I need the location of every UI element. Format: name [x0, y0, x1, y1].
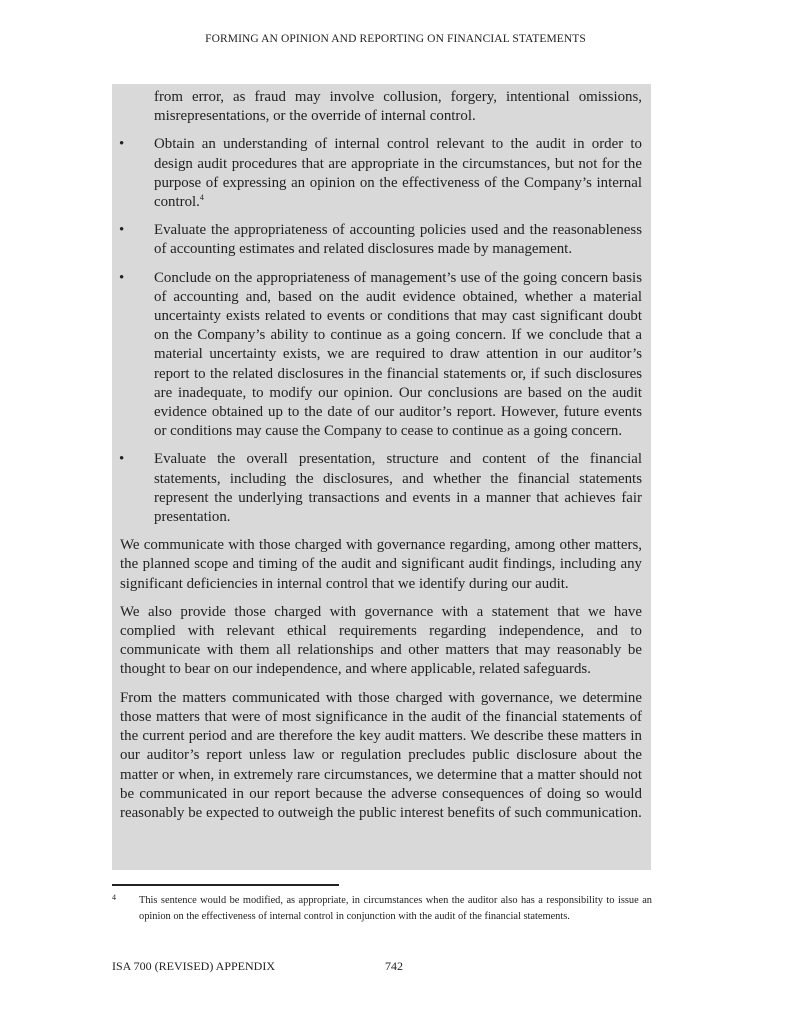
paragraph-key-audit-matters: From the matters communicated with those charged with governance, we determine those matters that were of most significance in the audit of the financial statements of the current period and are therefore the key audit matters. We describe these matters in our auditor’s report unless law or regulation precludes public disclosure about the matter or when, in extremely rare circumstances, we determine that a matter should not be communicated in our report because the adverse consequences of doing so would reasonably be expected to outweigh the public interest benefits of such communication. [120, 689, 642, 821]
list-item-text: Evaluate the overall presentation, structure and content of the financial statements, including the disclosures, and whether the financial statements represent the underlying transactions and events in a manner that achieves fair presentation. [154, 451, 642, 526]
bullet-icon: • [119, 269, 125, 286]
list-item [120, 450, 642, 527]
page-number: 742 [385, 959, 403, 973]
footnote-reference: 4 [199, 193, 204, 203]
list-item [120, 135, 642, 212]
footnote-separator [112, 884, 339, 886]
bullet-icon: • [119, 451, 125, 468]
list-item-text: Obtain an understanding of internal control relevant to the audit in order to design audit procedures that are appropriate in the circumstances, but not for the purpose of expressing an opinion on the effectiveness of the Company’s internal control. [154, 136, 642, 211]
paragraph-independence: We also provide those charged with governance with a statement that we have complied with relevant ethical requirements regarding independence, and to communicate with them all relationships and other matters that may reasonably be thought to bear on our independence, and where applicable, related safeguards. [120, 603, 642, 678]
list-item [120, 269, 642, 442]
list-item-text: Conclude on the appropriateness of management’s use of the going concern basis of accounting and, based on the audit evidence obtained, whether a material uncertainty exists related to events or conditions that may cast significant doubt on the Company’s ability to continue as a going concern. If we conclude that a material uncertainty exists, we are required to draw attention in our auditor’s report to the related disclosures in the financial statements or, if such disclosures are inadequate, to modify our opinion. Our conclusions are based on the audit evidence obtained up to the date of our auditor’s report. However, future events or conditions may cause the Company to cease to continue as a going concern. [154, 269, 642, 440]
list-item-text: Evaluate the appropriateness of accounting policies used and the reasonableness of accounting estimates and related disclosures made by management. [154, 222, 642, 258]
bullet-icon: • [119, 136, 125, 153]
running-header: FORMING AN OPINION AND REPORTING ON FINANCIAL STATEMENTS [205, 33, 586, 45]
illustrative-report-text [120, 88, 642, 832]
footer-document-label: ISA 700 (REVISED) APPENDIX [112, 959, 276, 973]
continued-paragraph: from error, as fraud may involve collusion, forgery, intentional omissions, misrepresentations, or the override of internal control. [154, 89, 642, 125]
bullet-icon: • [119, 222, 125, 239]
paragraph-communication: We communicate with those charged with governance regarding, among other matters, the planned scope and timing of the audit and significant audit findings, including any significant deficiencies in internal control that we identify during our audit. [120, 537, 642, 592]
list-item [120, 221, 642, 259]
footnote-number: 4 [112, 893, 116, 902]
footnote-text: This sentence would be modified, as appropriate, in circumstances when the auditor also has a responsibility to issue an opinion on the effectiveness of internal control in conjunction with the audit of the financial statements. [139, 895, 652, 923]
footnote [112, 893, 652, 926]
